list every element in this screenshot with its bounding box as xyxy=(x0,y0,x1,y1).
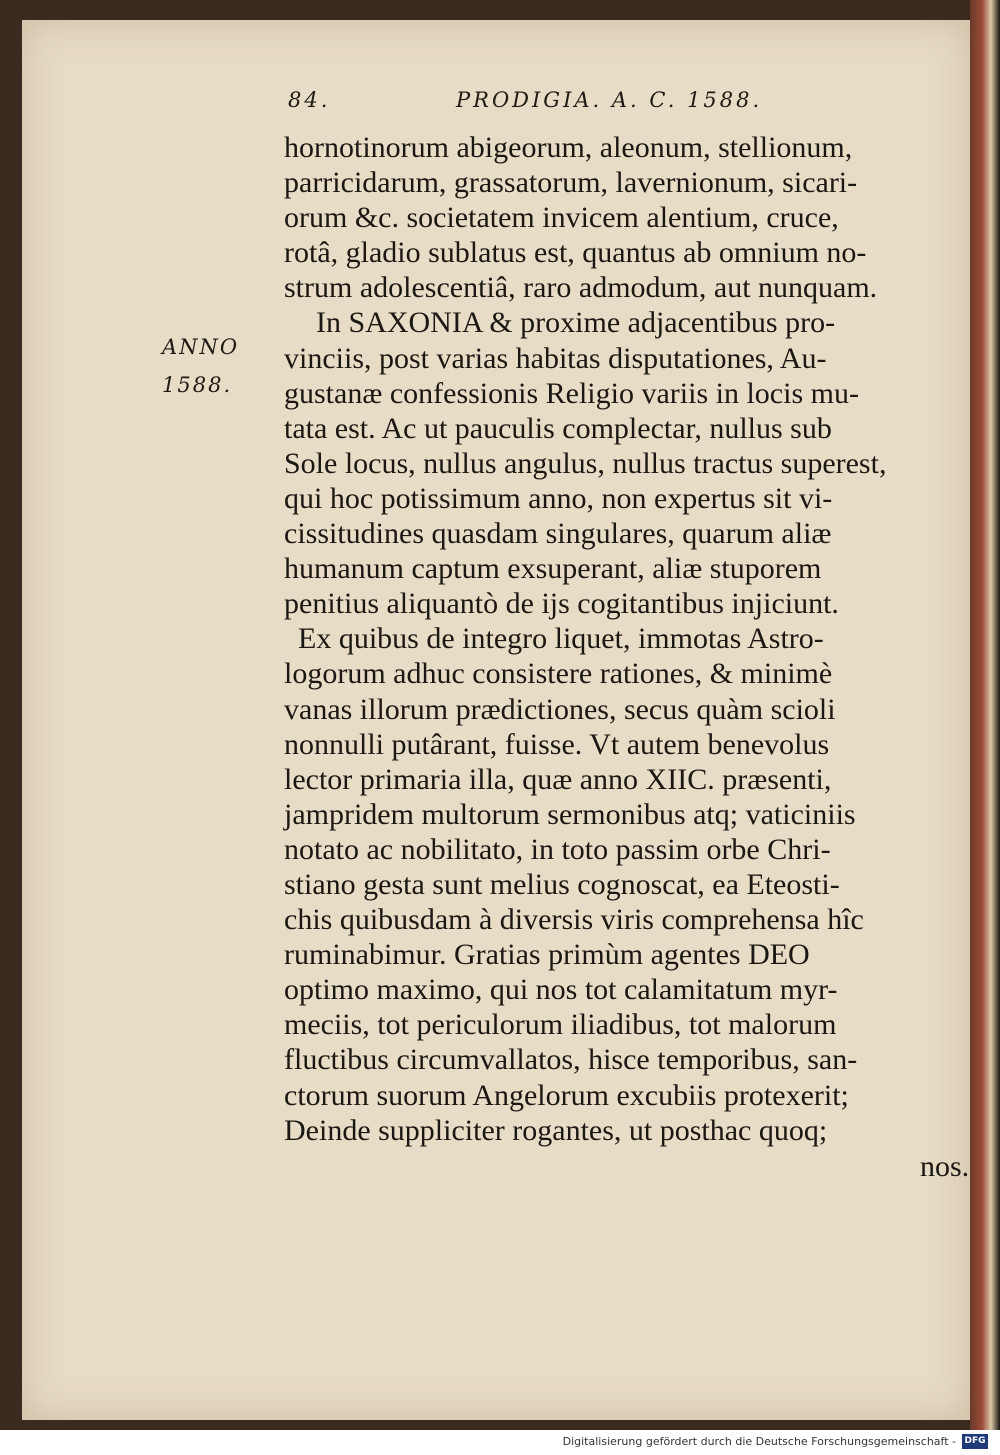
text-line: strum adolescentiâ, raro admodum, aut nunquam. xyxy=(284,271,878,305)
page-header xyxy=(288,88,828,118)
text-line: tata est. Ac ut pauculis complectar, nullus sub xyxy=(284,411,832,445)
text-line: gustanæ confessionis Religio variis in locis mu- xyxy=(284,376,859,410)
text-line: jampridem multorum sermonibus atq; vaticiniis xyxy=(284,797,856,831)
footer-bar xyxy=(0,1430,1000,1455)
text-line: qui hoc potissimum anno, non expertus sit vi- xyxy=(284,481,833,515)
footer-credit: Digitalisierung gefördert durch die Deutsche Forschungsgemeinschaft - xyxy=(562,1435,956,1448)
text-line: optimo maximo, qui nos tot calamitatum myr- xyxy=(284,973,838,1007)
text-line: lector primaria illa, quæ anno XIIC. præsenti, xyxy=(284,762,832,796)
text-line: hornotinorum abigeorum, aleonum, stellionum, xyxy=(284,131,853,164)
text-line: stiano gesta sunt melius cognoscat, ea Eteosti- xyxy=(284,867,840,901)
text-line: Sole locus, nullus angulus, nullus tractus superest, xyxy=(284,446,887,480)
text-line: parricidarum, grassatorum, lavernionum, sicari- xyxy=(284,166,858,200)
text-line: humanum captum exsuperant, aliæ stuporem xyxy=(284,552,822,586)
text-line: logorum adhuc consistere rationes, & minimè xyxy=(284,657,833,691)
text-line: In SAXONIA & proxime adjacentibus pro- xyxy=(316,306,836,340)
body-text xyxy=(284,130,966,1148)
book-edge xyxy=(970,0,1000,1430)
text-line: ctorum suorum Angelorum excubiis protexerit; xyxy=(284,1078,849,1112)
text-line: rotâ, gladio sublatus est, quantus ab omnium no- xyxy=(284,236,867,270)
text-line: cissitudines quasdam singulares, quarum aliæ xyxy=(284,517,832,551)
text-line: vanas illorum prædictiones, secus quàm scioli xyxy=(284,692,836,726)
text-line: penitius aliquantò de ijs cogitantibus injiciunt. xyxy=(284,587,839,621)
text-line: chis quibusdam à diversis viris comprehensa hîc xyxy=(284,903,864,937)
text-line: orum &c. societatem invicem alentium, cruce, xyxy=(284,201,839,235)
text-line: Ex quibus de integro liquet, immotas Astro- xyxy=(298,622,824,656)
margin-note-line: 1588. xyxy=(162,373,233,397)
margin-note xyxy=(162,328,272,404)
running-head: PRODIGIA. A. C. 1588. xyxy=(456,88,763,112)
catchword: nos. xyxy=(920,1150,970,1183)
dfg-logo-icon: DFG xyxy=(962,1434,988,1449)
text-line: notato ac nobilitato, in toto passim orbe Chri- xyxy=(284,832,831,866)
page-number: 84. xyxy=(288,88,331,112)
margin-note-line: ANNO xyxy=(162,335,240,359)
text-line: vinciis, post varias habitas disputationes, Au- xyxy=(284,341,827,375)
text-line: Deinde suppliciter rogantes, ut posthac quoq; xyxy=(284,1113,828,1147)
text-line: ruminabimur. Gratias primùm agentes DEO xyxy=(284,938,810,972)
text-line: meciis, tot periculorum iliadibus, tot malorum xyxy=(284,1008,837,1042)
text-line: nonnulli putârant, fuisse. Vt autem benevolus xyxy=(284,727,830,761)
text-line: fluctibus circumvallatos, hisce temporibus, san- xyxy=(284,1043,858,1077)
